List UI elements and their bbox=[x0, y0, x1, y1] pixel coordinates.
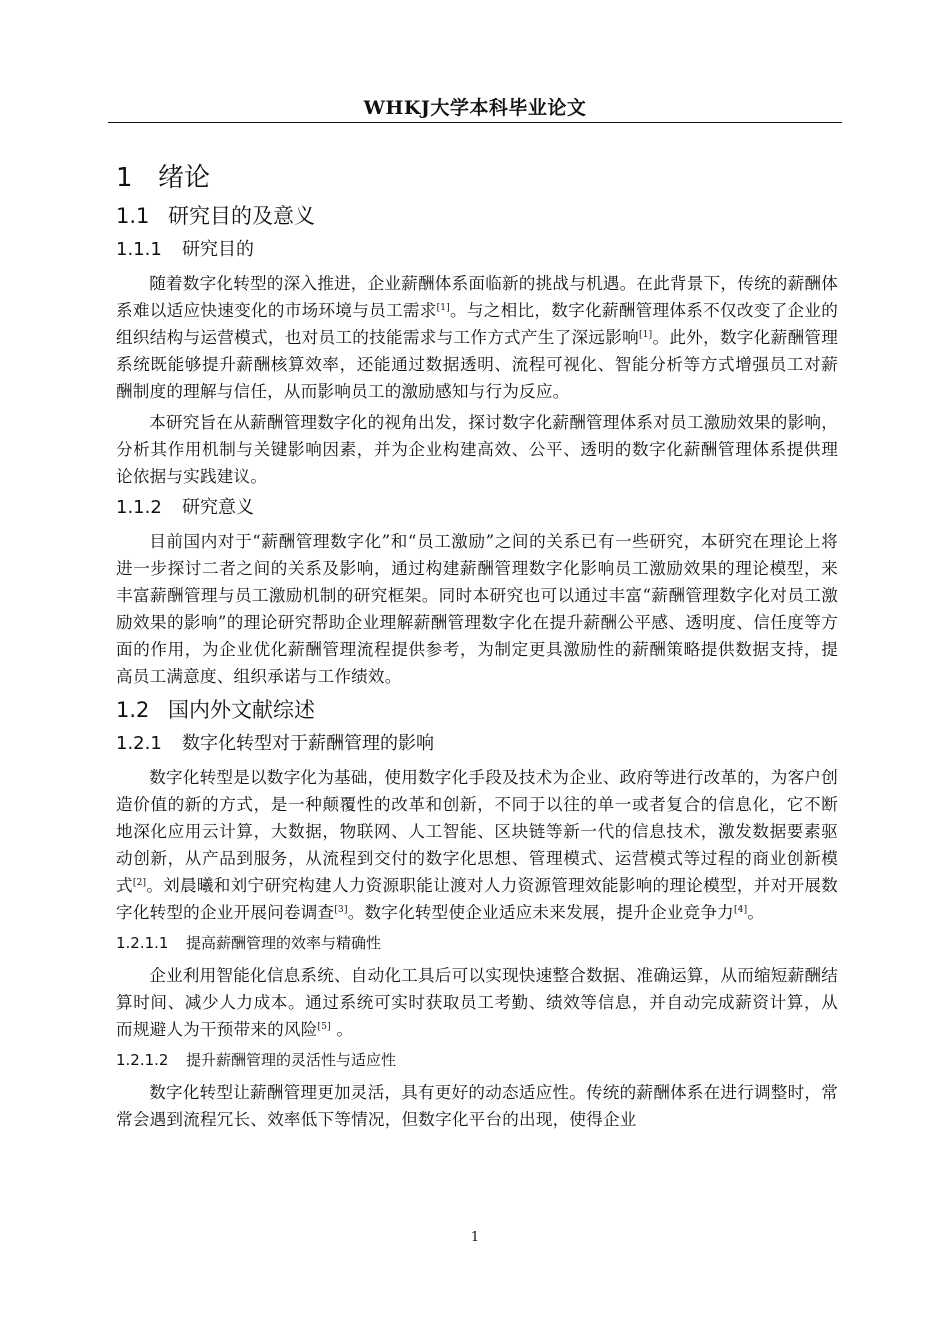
paragraph: 本研究旨在从薪酬管理数字化的视角出发，探讨数字化薪酬管理体系对员工激励效果的影响，分析其作用机制与关键影响因素，并为企业构建高效、公平、透明的数字化薪酬管理体系提供理论依据与实践建议。 bbox=[116, 413, 838, 486]
subsection-heading bbox=[116, 236, 838, 270]
paragraph bbox=[116, 270, 838, 405]
text-run: 数字化转型是以数字化为基础，使用数字化手段及技术为企业、政府等进行改革的，为客户创造价值的新的方式，是一种颠覆性的改革和创新，不同于以往的单一或者复合的信息化，它不断地深化应用云计算，大数据，物联网、人工智能、区块链等新一代的信息技术，激发数据要素驱动创新，从产品到服务，从流程到交付的数字化思想、管理模式、运营模式等过程的商业创新模式 bbox=[116, 768, 838, 895]
section-heading bbox=[116, 694, 838, 730]
heading-title: 研究目的及意义 bbox=[168, 204, 315, 228]
text-run: 企业利用智能化信息系统、自动化工具后可以实现快速整合数据、准确运算，从而缩短薪酬结算时间、减少人力成本。通过系统可实时获取员工考勤、绩效等信息，并自动完成薪资计算，从而规避人为干预带来的风险 bbox=[116, 966, 838, 1039]
heading-number: 1.1.1 bbox=[116, 239, 162, 260]
heading-title: 研究意义 bbox=[182, 497, 254, 518]
text-run: 。刘晨曦和刘宁研究构建人力资源职能让渡对人力资源管理效能影响的理论模型，并对开展数字化转型的企业开展问卷调查 bbox=[116, 876, 838, 922]
page-number: 1 bbox=[470, 1230, 480, 1245]
paragraph bbox=[116, 962, 838, 1043]
heading-number: 1.2.1 bbox=[116, 733, 162, 754]
running-header: WHKJ大学本科毕业论文 bbox=[363, 97, 587, 119]
heading-title: 研究目的 bbox=[182, 239, 254, 260]
text-run: 随着数字化转型的深入推进，企业薪酬体系面临新的挑战与机遇。在此背景下，传统的薪酬体系难以适应快速变化的市场环境与员工需求 bbox=[116, 274, 838, 320]
subsubsection-heading bbox=[116, 930, 838, 962]
subsection-heading bbox=[116, 730, 838, 764]
heading-title: 国内外文献综述 bbox=[168, 698, 315, 722]
heading-number: 1.2.1.2 bbox=[116, 1051, 169, 1069]
chapter-heading bbox=[116, 160, 838, 200]
citation: [1] bbox=[436, 303, 450, 313]
citation: [2] bbox=[132, 878, 147, 888]
heading-title: 提升薪酬管理的灵活性与适应性 bbox=[186, 1051, 397, 1069]
text-run: 。此外，数字化薪酬管理系统既能够提升薪酬核算效率，还能通过数据透明、流程可视化、智能分析等方式增强员工对薪酬制度的理解与信任，从而影响员工的激励感知与行为反应。 bbox=[116, 328, 839, 401]
heading-number: 1.2.1.1 bbox=[116, 934, 169, 952]
citation: [5] bbox=[317, 1022, 331, 1032]
text-run: 。与之相比，数字化薪酬管理体系不仅改变了企业的组织结构与运营模式，也对员工的技能需求与工作方式产生了深远影响 bbox=[116, 301, 838, 347]
text-run: 。数字化转型使企业适应未来发展，提升企业竞争力 bbox=[347, 903, 734, 922]
heading-number: 1.1.2 bbox=[116, 497, 162, 518]
citation: [1] bbox=[639, 330, 653, 340]
text-run: 。 bbox=[330, 1020, 354, 1039]
section-heading bbox=[116, 200, 838, 236]
paragraph: 数字化转型让薪酬管理更加灵活，具有更好的动态适应性。传统的薪酬体系在进行调整时，常常会遇到流程冗长、效率低下等情况，但数字化平台的出现，使得企业 bbox=[116, 1083, 838, 1129]
subsection-heading bbox=[116, 494, 838, 528]
heading-title: 数字化转型对于薪酬管理的影响 bbox=[182, 733, 434, 754]
heading-title: 提高薪酬管理的效率与精确性 bbox=[186, 934, 382, 952]
citation: [4] bbox=[733, 905, 748, 915]
page-body bbox=[116, 160, 838, 1137]
heading-title: 绪论 bbox=[158, 163, 211, 193]
subsubsection-heading bbox=[116, 1047, 838, 1079]
citation: [3] bbox=[334, 905, 348, 915]
header-rule bbox=[108, 122, 842, 123]
heading-number: 1.2 bbox=[116, 698, 150, 722]
paragraph: 目前国内对于“薪酬管理数字化”和“员工激励”之间的关系已有一些研究，本研究在理论上将进一步探讨二者之间的关系及影响，通过构建薪酬管理数字化影响员工激励效果的理论模型，来丰富薪酬管理与员工激励机制的研究框架。同时本研究也可以通过丰富“薪酬管理数字化对员工激励效果的影响”的理论研究帮助企业理解薪酬管理数字化在提升薪酬公平感、透明度、信任度等方面的作用，为企业优化薪酬管理流程提供参考，为制定更具激励性的薪酬策略提供数据支持，提高员工满意度、组织承诺与工作绩效。 bbox=[116, 532, 838, 686]
heading-number: 1.1 bbox=[116, 204, 150, 228]
heading-number: 1 bbox=[116, 163, 133, 193]
text-run: 。 bbox=[747, 903, 765, 922]
paragraph bbox=[116, 764, 838, 926]
